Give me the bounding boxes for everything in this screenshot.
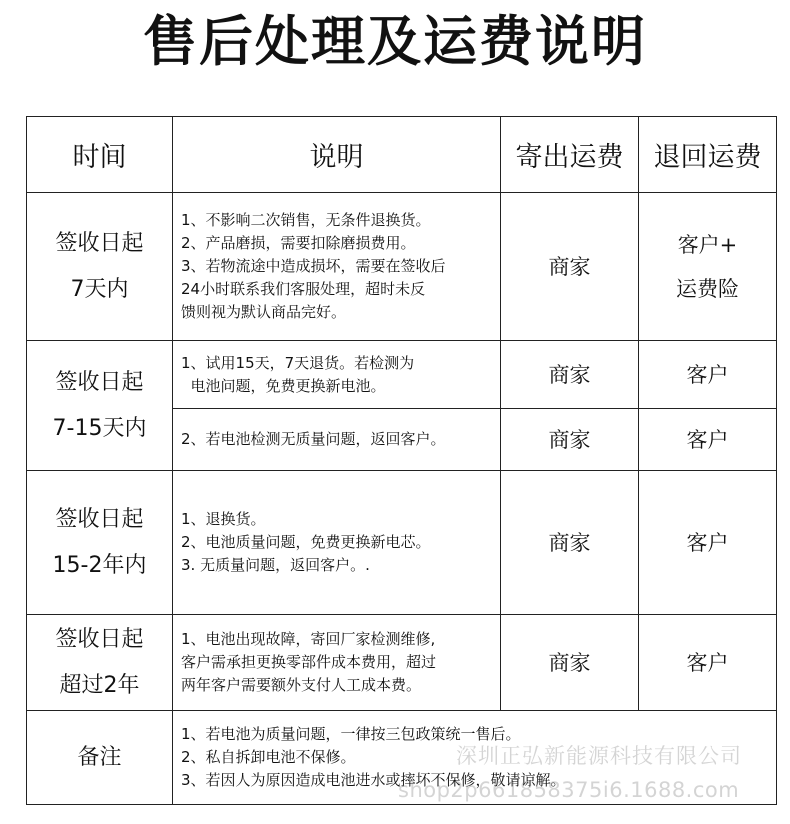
ship-out-cell: 商家 xyxy=(501,341,639,409)
desc-line: 两年客户需要额外支付人工成本费。 xyxy=(181,676,422,694)
period-line: 7-15天内 xyxy=(52,415,147,441)
desc-line: 2、若电池检测无质量问题，返回客户。 xyxy=(181,430,446,448)
remark-row xyxy=(27,711,777,805)
period-cell xyxy=(27,471,173,615)
ship-out-cell: 商家 xyxy=(501,615,639,711)
period-line: 签收日起 xyxy=(55,230,144,256)
remark-line: 3、若因人为原因造成电池进水或摔坏不保修，敬请谅解。 xyxy=(181,771,566,789)
period-line: 7天内 xyxy=(70,276,129,302)
desc-line: 1、不影响二次销售，无条件退换货。 xyxy=(181,211,431,229)
period-line: 超过2年 xyxy=(59,672,140,698)
desc-cell xyxy=(173,341,501,409)
table-row xyxy=(27,471,777,615)
return-cell xyxy=(639,193,777,341)
period-cell xyxy=(27,615,173,711)
table-row xyxy=(27,615,777,711)
table-row xyxy=(27,341,777,409)
desc-cell xyxy=(173,615,501,711)
period-line: 15-2年内 xyxy=(52,552,147,578)
desc-line: 客户需承担更换零部件成本费用，超过 xyxy=(181,653,437,671)
after-sales-table xyxy=(26,116,777,805)
watermark-shop: shop2p661858375i6.1688.com xyxy=(398,778,740,802)
desc-line: 1、退换货。 xyxy=(181,510,266,528)
ship-out-cell: 商家 xyxy=(501,471,639,615)
header-time: 时间 xyxy=(27,117,173,193)
return-line: 运费险 xyxy=(676,276,739,301)
return-cell: 客户 xyxy=(639,341,777,409)
desc-line: 3、若物流途中造成损坏，需要在签收后 xyxy=(181,257,446,275)
desc-line: 24小时联系我们客服处理，超时未反 xyxy=(181,280,426,298)
desc-line: 1、电池出现故障，寄回厂家检测维修, xyxy=(181,630,436,648)
desc-cell xyxy=(173,409,501,471)
period-line: 签收日起 xyxy=(55,626,144,652)
period-line: 签收日起 xyxy=(55,506,144,532)
return-cell: 客户 xyxy=(639,615,777,711)
desc-line: 2、电池质量问题，免费更换新电芯。 xyxy=(181,533,431,551)
desc-cell xyxy=(173,471,501,615)
remark-label: 备注 xyxy=(27,711,173,805)
desc-line: 3. 无质量问题，返回客户。. xyxy=(181,556,370,574)
return-cell: 客户 xyxy=(639,471,777,615)
header-ship-out: 寄出运费 xyxy=(501,117,639,193)
header-row xyxy=(27,117,777,193)
desc-line: 馈则视为默认商品完好。 xyxy=(181,303,347,321)
ship-out-cell: 商家 xyxy=(501,193,639,341)
remark-line: 2、私自拆卸电池不保修。 xyxy=(181,748,356,766)
return-line: 客户+ xyxy=(677,232,738,257)
watermark-company: 深圳正弘新能源科技有限公司 xyxy=(456,744,742,768)
header-desc: 说明 xyxy=(173,117,501,193)
table-row xyxy=(27,193,777,341)
desc-line: 电池问题，免费更换新电池。 xyxy=(181,376,386,395)
remark-desc-cell xyxy=(173,711,777,805)
period-cell xyxy=(27,193,173,341)
desc-cell xyxy=(173,193,501,341)
desc-line: 2、产品磨损，需要扣除磨损费用。 xyxy=(181,234,416,252)
remark-line: 1、若电池为质量问题，一律按三包政策统一售后。 xyxy=(181,725,521,743)
page-title: 售后处理及运费说明 xyxy=(143,10,647,73)
return-cell: 客户 xyxy=(639,409,777,471)
period-cell xyxy=(27,341,173,471)
period-line: 签收日起 xyxy=(55,369,144,395)
ship-out-cell: 商家 xyxy=(501,409,639,471)
header-return: 退回运费 xyxy=(639,117,777,193)
desc-line: 1、试用15天，7天退货。若检测为 xyxy=(181,353,415,372)
